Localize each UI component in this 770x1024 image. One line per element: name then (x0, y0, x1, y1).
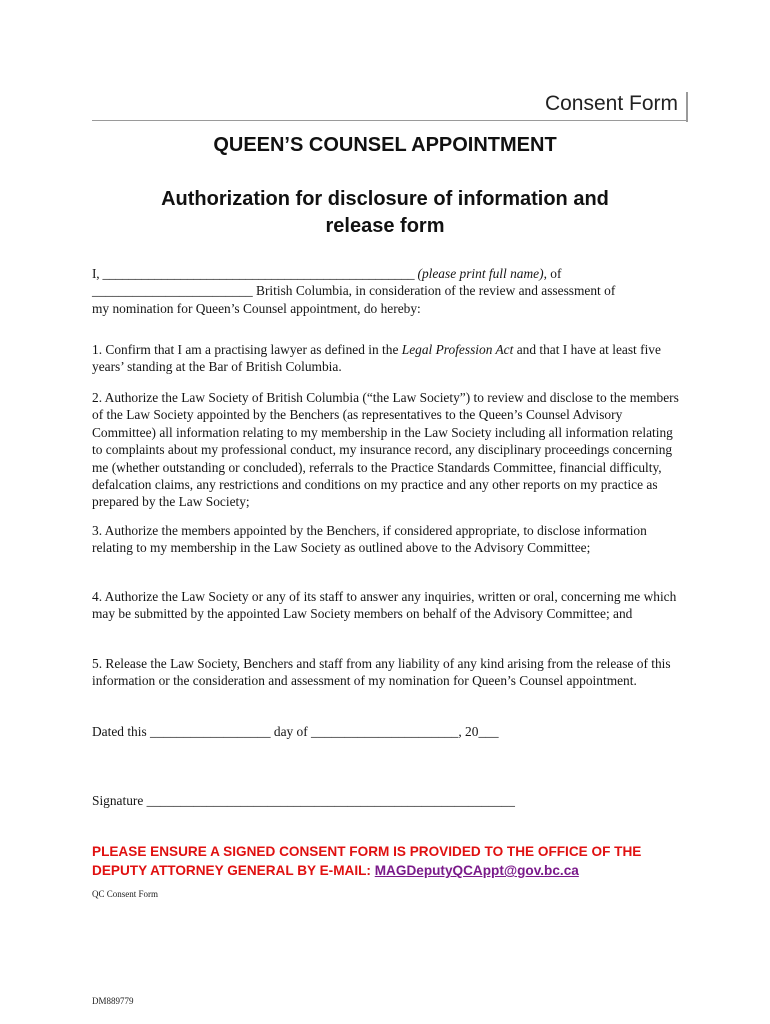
email-link[interactable]: MAGDeputyQCAppt@gov.bc.ca (374, 863, 579, 878)
item-2 (92, 389, 682, 511)
item-3 (92, 522, 682, 557)
form-label: Consent Form (544, 92, 678, 115)
print-name-hint: (please print full name) (417, 266, 544, 281)
intro-of: , of (543, 266, 562, 281)
dated-line (92, 723, 682, 740)
form-label-box (92, 90, 688, 121)
main-title: QUEEN’S COUNSEL APPOINTMENT (213, 134, 557, 156)
item-3-text: 3. Authorize the members appointed by the Benchers, if considered appropriate, to disclose information relating to my membership in the Law Society as outlined above to the Advisory Committee; (92, 523, 647, 556)
signature-text: Signature _______________________________________________________ (92, 793, 515, 808)
item-1-text-end: and that I have at least five years’ standing at the Bar of British Columbia. (92, 342, 661, 375)
sub-title-line1: Authorization for disclosure of information and (161, 188, 609, 210)
form-name-footer: QC Consent Form (92, 889, 159, 899)
item-1 (92, 341, 682, 376)
sub-title-line2: release form (325, 215, 445, 237)
item-5 (92, 655, 682, 690)
item-1-text: 1. Confirm that I am a practising lawyer as defined in the (92, 342, 402, 357)
dated-text: Dated this __________________ day of ______________________, 20___ (92, 724, 499, 739)
notice-text: PLEASE ENSURE A SIGNED CONSENT FORM IS PROVIDED TO THE OFFICE OF THE DEPUTY ATTORNEY GENERAL BY E-MAIL: (92, 844, 642, 878)
item-4-text: 4. Authorize the Law Society or any of its staff to answer any inquiries, written or oral, concerning me which may be submitted by the appointed Law Society members on behalf of the Advisory Committee; and (92, 589, 677, 622)
submission-notice (92, 842, 692, 880)
item-4 (92, 588, 682, 623)
intro-line1 (92, 265, 682, 282)
name-blank: I, ________________________________________________ (92, 266, 418, 281)
item-5-text: 5. Release the Law Society, Benchers and staff from any liability of any kind arising from the release of this information or the consideration and assessment of my nomination for Queen’s Counsel appointment. (92, 656, 671, 689)
intro-line3: my nomination for Queen’s Counsel appointment, do hereby: (92, 300, 421, 316)
signature-line (92, 792, 682, 809)
intro-line2: ________________________ British Columbia, in consideration of the review and assessment of (92, 283, 616, 299)
doc-id-footer: DM889779 (92, 996, 134, 1006)
intro-paragraph (92, 265, 682, 317)
sub-title (0, 186, 770, 240)
form-label-divider (686, 92, 688, 122)
legal-profession-act: Legal Profession Act (401, 342, 514, 357)
item-2-text: 2. Authorize the Law Society of British Columbia (“the Law Society”) to review and disclose to the members of the Law Society appointed by the Benchers (as representatives to the Queen’s Counsel Advisory Committee) all information relating to my membership in the Law Society including all information relating to complaints about my professional conduct, my insurance record, any disciplinary proceedings concerning me (whether outstanding or concluded), referrals to the Practice Standards Committee, financial difficulty, defalcation claims, any restrictions and conditions on my practice and any other reports on my practice as prepared by the Law Society; (92, 390, 679, 510)
